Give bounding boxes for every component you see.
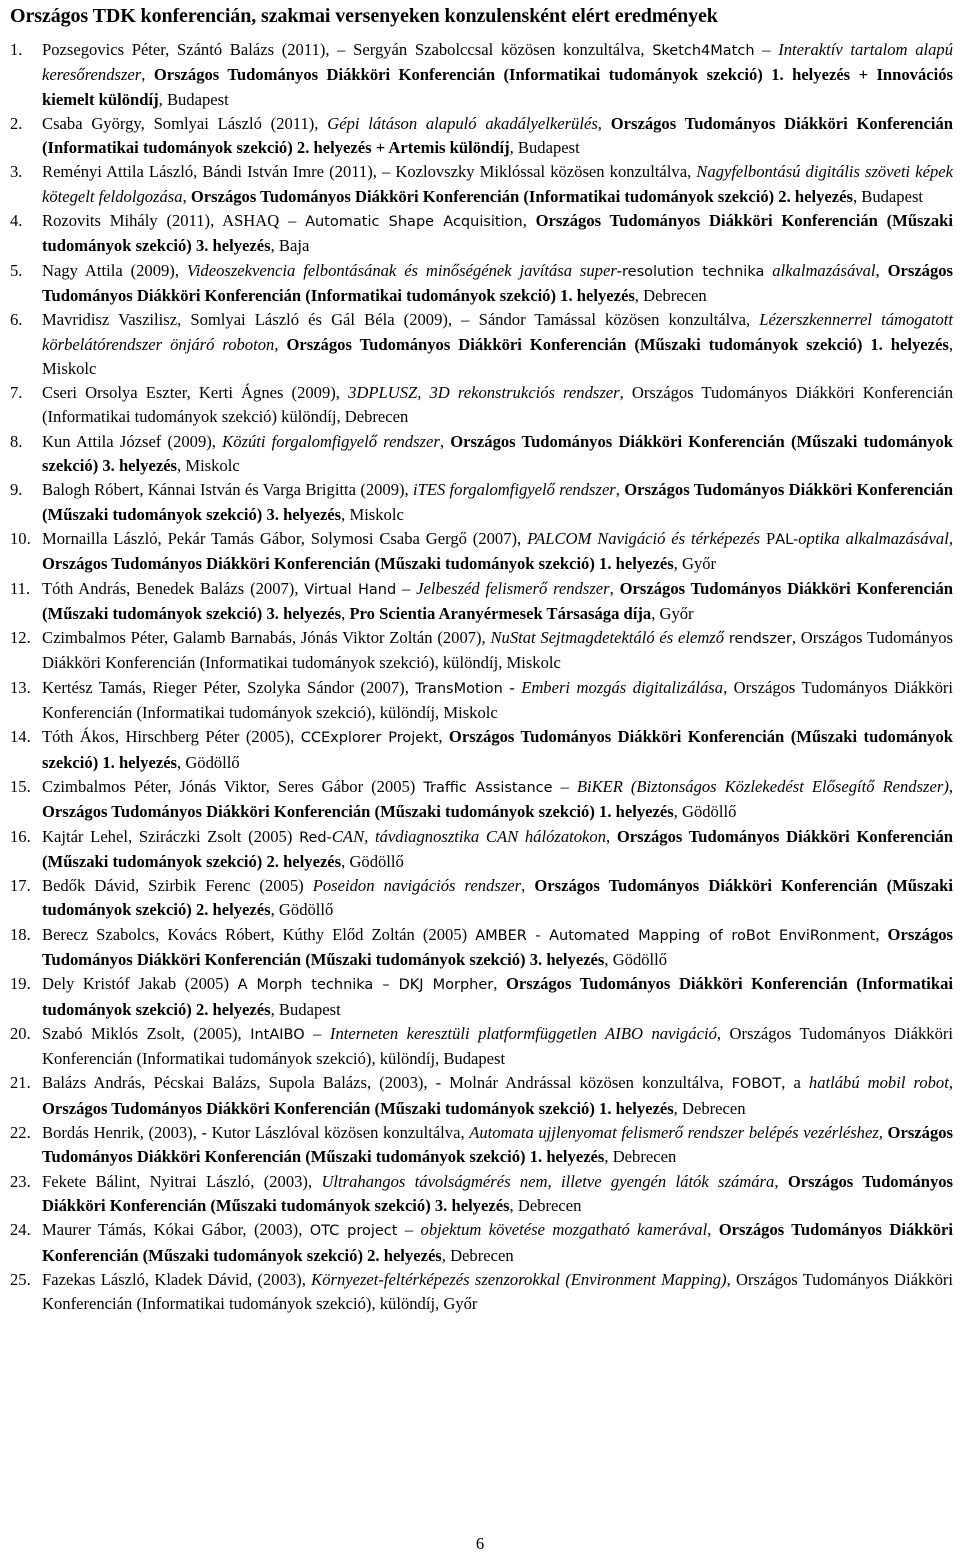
project-title: Közúti forgalomfigyelő rendszer: [222, 431, 440, 451]
entry-text: ,: [774, 1171, 788, 1191]
entry-text: ,: [521, 876, 535, 896]
entry-text: ,: [948, 776, 953, 796]
project-title: objektum követése mozgatható kamerával: [420, 1220, 708, 1240]
project-title: Videoszekvencia felbontásának és minőségének javítása super-: [186, 260, 622, 280]
entry-text: Kertész Tamás, Rieger Péter, Szolyka Sándor (2007),: [42, 677, 416, 697]
entry-text: , Miskolc: [341, 504, 404, 524]
entry-text: ,: [878, 1123, 888, 1143]
entry-text: –: [304, 1023, 330, 1043]
project-name: TransMotion: [415, 680, 503, 697]
project-title: iTES forgalomfigyelő rendszer: [413, 480, 616, 500]
project-name: Red-: [299, 829, 332, 846]
list-item-number: 19.: [10, 974, 31, 994]
list-item-number: 12.: [10, 628, 31, 648]
project-name: AMBER - Automated Mapping of roBot EnviRonment: [475, 927, 876, 944]
project-title: hatlábú mobil robot: [808, 1073, 949, 1093]
project-title: BiKER (Biztonságos Közlekedést Elősegítő Rendszer): [576, 776, 949, 796]
project-name: Sketch4Match: [652, 43, 755, 59]
list-item: [10, 308, 953, 381]
list-item-number: 22.: [10, 1123, 31, 1143]
entry-text: , Baja: [270, 236, 310, 256]
project-title: Emberi mozgás digitalizálása: [521, 677, 724, 697]
list-item-number: 16.: [10, 826, 31, 846]
award-text: Országos Tudományos Diákköri Konferencián (Informatikai tudományok szekció) 2. helyezés: [190, 186, 853, 206]
entry-text: , Országos Tudományos Diákköri Konferencián (Informatikai tudományok szekció), különdíj, Miskolc: [42, 628, 953, 673]
entry-text: , Gödöllő: [673, 802, 737, 822]
entry-text: Szabó Miklós Zsolt, (2005),: [42, 1023, 251, 1043]
entry-text: Tóth Ákos, Hirschberg Péter (2005),: [42, 727, 301, 747]
list-item: [10, 38, 953, 112]
entry-text: Czimbalmos Péter, Galamb Barnabás, Jónás Viktor Zoltán (2007),: [42, 628, 491, 648]
project-title: Lézerszkennerrel támogatott körbelátórendszer önjáró roboton: [42, 310, 953, 354]
list-item: [10, 676, 953, 726]
entry-text: Rozovits Mihály (2011), ASHAQ –: [42, 211, 306, 231]
list-item: [10, 972, 953, 1022]
award-text: Országos Tudományos Diákköri Konferencián (Műszaki tudományok szekció) 3. helyezés: [42, 1171, 953, 1215]
entry-text: , Országos Tudományos Diákköri Konferencián (Informatikai tudományok szekció), különdíj, Budapest: [42, 1023, 954, 1069]
list-item-number: 24.: [10, 1220, 31, 1240]
award-text: Országos Tudományos Diákköri Konferencián (Műszaki tudományok szekció) 3. helyezés: [42, 431, 953, 476]
entry-text: , Országos Tudományos Diákköri Konferencián (Informatikai tudományok szekció), különdíj, Miskolc: [42, 677, 954, 723]
entry-text: , Győr: [651, 603, 694, 623]
award-text: Országos Tudományos Diákköri Konferencián (Műszaki tudományok szekció) 3. helyezés: [42, 578, 954, 623]
entry-text: , Debrecen: [441, 1245, 514, 1265]
entry-text: Bedők Dávid, Szirbik Ferenc (2005): [42, 876, 313, 896]
entry-text: ,: [875, 260, 888, 280]
page-number: 6: [475, 1534, 485, 1553]
award-text: Országos Tudományos Diákköri Konferencián (Műszaki tudományok szekció) 1. helyezés: [42, 554, 674, 574]
list-item: [10, 478, 953, 527]
entry-text: , Gödöllő: [177, 752, 240, 772]
project-name: CCExplorer Projekt: [300, 730, 439, 747]
award-text: Országos Tudományos Diákköri Konferencián (Műszaki tudományok szekció) 1. helyezés: [42, 1123, 953, 1167]
entry-text: , Debrecen: [673, 1098, 746, 1118]
entry-text: Nagy Attila (2009),: [42, 260, 187, 280]
award-text: Országos Tudományos Diákköri Konferencián (Műszaki tudományok szekció) 3. helyezés: [42, 480, 953, 524]
entry-text: Reményi Attila László, Bándi István Imre (2011), – Kozlovszky Miklóssal közösen konzultálva,: [42, 162, 697, 182]
entry-text: ,: [141, 65, 154, 85]
list-item-number: 9.: [10, 480, 23, 500]
award-text: Országos Tudományos Diákköri Konferencián (Műszaki tudományok szekció) 1. helyezés: [286, 334, 949, 354]
project-title: Nagyfelbontású digitális szöveti képek kötegelt feldolgozása: [42, 162, 954, 206]
entry-text: ,: [615, 480, 625, 500]
project-name: AL-: [775, 531, 799, 548]
entry-text: ,: [274, 334, 287, 354]
list-item-number: 15.: [10, 776, 31, 796]
list-item-number: 21.: [10, 1073, 31, 1093]
entry-text: , Budapest: [509, 138, 580, 158]
entry-text: ,: [609, 578, 620, 598]
entry-text: Pozsegovics Péter, Szántó Balázs (2011), – Sergyán Szabolccsal közösen konzultálva,: [42, 40, 653, 59]
project-title: CAN, távdiagnosztika CAN hálózatokon: [331, 826, 607, 846]
entry-text: , Debrecen: [604, 1147, 677, 1167]
project-title: PALCOM Navigáció és térképezés: [527, 528, 761, 548]
project-name: rendszer: [728, 631, 792, 648]
entry-text: ,: [597, 113, 611, 133]
entry-text: -: [502, 677, 522, 697]
entry-text: ,: [522, 211, 536, 231]
list-item-number: 25.: [10, 1269, 31, 1289]
entry-text: ,: [438, 727, 449, 747]
list-item: [10, 259, 953, 309]
list-item: [10, 1121, 953, 1170]
project-name: Traffic Assistance: [423, 779, 553, 796]
award-text: Országos Tudományos Diákköri Konferencián (Műszaki tudományok szekció) 2. helyezés: [42, 1220, 954, 1265]
project-title: Interaktív tartalom alapú keresőrendszer: [42, 40, 954, 85]
entry-text: Csaba György, Somlyai László (2011),: [42, 113, 328, 133]
list-item-number: 6.: [10, 310, 23, 330]
entry-text: –: [552, 776, 577, 796]
list-item-number: 17.: [10, 876, 31, 896]
entry-text: ,: [439, 431, 451, 451]
project-title: 3DPLUSZ, 3D rekonstrukciós rendszer: [348, 383, 620, 403]
award-text: Országos Tudományos Diákköri Konferencián (Műszaki tudományok szekció) 1. helyezés: [42, 727, 953, 772]
entry-text: Fekete Bálint, Nyitrai László, (2003),: [42, 1171, 322, 1191]
list-item: [10, 1170, 953, 1219]
entry-text: , Budapest: [270, 999, 341, 1019]
entry-text: Kun Attila József (2009),: [42, 431, 223, 451]
list-item-number: 5.: [10, 260, 23, 280]
entry-text: ,: [182, 186, 191, 206]
project-title: Környezet-feltérképezés szenzorokkal (Environment Mapping): [311, 1269, 727, 1289]
entry-text: , Országos Tudományos Diákköri Konferencián (Informatikai tudományok szekció) különdíj, Debrecen: [42, 383, 953, 427]
list-item: [10, 209, 953, 259]
project-name: Virtual Hand: [304, 581, 397, 598]
entry-text: , Budapest: [852, 186, 924, 206]
list-item: [10, 725, 953, 775]
award-text: Pro Scientia Aranyérmesek Társasága díja: [349, 603, 652, 623]
entry-text: ,: [606, 826, 617, 846]
project-name: A Morph technika – DKJ Morpher: [237, 977, 494, 994]
project-name: FOBOT: [731, 1076, 782, 1093]
list-item: [10, 430, 953, 479]
entry-text: Kajtár Lehel, Sziráczki Zsolt (2005): [42, 826, 300, 846]
entry-text: , Gödöllő: [604, 949, 668, 969]
list-item: [10, 1071, 953, 1121]
entry-text: , Debrecen: [509, 1195, 582, 1215]
list-item: [10, 775, 953, 825]
list-item-number: 2.: [10, 113, 23, 133]
list-item-number: 14.: [10, 727, 31, 747]
project-title: Poseidon navigációs rendszer: [312, 876, 522, 896]
list-item: [10, 1022, 953, 1072]
list-item-number: 4.: [10, 211, 23, 231]
project-title: Automata ujjlenyomat felismerő rendszer belépés vezérléshez: [469, 1123, 879, 1143]
list-item: [10, 626, 953, 676]
entry-text: , Gödöllő: [341, 851, 404, 871]
entry-text: , Miskolc: [177, 456, 240, 476]
project-name: resolution technika: [622, 263, 765, 280]
list-item-number: 18.: [10, 924, 31, 944]
entry-text: Fazekas László, Kladek Dávid, (2003),: [42, 1269, 312, 1289]
award-text: Országos Tudományos Diákköri Konferencián (Informatikai tudományok szekció) 1. helyezés: [42, 260, 954, 305]
entry-text: , Gödöllő: [270, 900, 334, 920]
entry-text: ,: [493, 974, 506, 994]
entry-text: Balázs András, Pécskai Balázs, Supola Balázs, (2003), - Molnár Andrással közösen konzultálva,: [42, 1073, 732, 1093]
entry-text: ,: [707, 1220, 719, 1240]
entry-text: ,: [948, 1073, 953, 1093]
award-text: Országos Tudományos Diákköri Konferencián (Informatikai tudományok szekció) 2. helyezés: [42, 974, 953, 1019]
list-item-number: 8.: [10, 431, 23, 451]
project-title: Ultrahangos távolságmérés nem, illetve gyengén látók számára: [321, 1171, 775, 1191]
project-title: Jelbeszéd felismerő rendszer: [416, 578, 610, 598]
project-title: NuStat Sejtmagdetektáló és elemző: [490, 628, 725, 648]
entry-text: Maurer Támás, Kókai Gábor, (2003),: [42, 1220, 310, 1240]
list-item-number: 13.: [10, 677, 31, 697]
list-item: [10, 112, 953, 161]
entry-text: Berecz Szabolcs, Kovács Róbert, Kúthy Előd Zoltán (2005): [42, 924, 476, 944]
list-item: [10, 1218, 953, 1268]
award-text: Országos Tudományos Diákköri Konferencián (Műszaki tudományok szekció) 3. helyezés: [42, 924, 953, 969]
entry-text: , Győr: [673, 554, 717, 574]
results-list: [10, 38, 953, 1316]
entry-text: –: [396, 578, 417, 598]
project-title: Gépi látáson alapuló akadályelkerülés: [327, 113, 598, 133]
entry-text: Mornailla László, Pekár Tamás Gábor, Solymosi Csaba Gergő (2007),: [42, 528, 528, 548]
list-item-number: 20.: [10, 1023, 31, 1043]
entry-text: , Debrecen: [634, 285, 707, 305]
list-item: [10, 874, 953, 923]
award-text: Országos Tudományos Diákköri Konferencián (Műszaki tudományok szekció) 1. helyezés: [42, 1098, 674, 1118]
list-item: [10, 577, 953, 627]
entry-text: –: [397, 1220, 421, 1240]
list-item: [10, 160, 953, 209]
entry-text: ,: [341, 603, 350, 623]
award-text: Országos Tudományos Diákköri Konferencián (Műszaki tudományok szekció) 3. helyezés: [42, 211, 954, 256]
entry-text: Cseri Orsolya Eszter, Kerti Ágnes (2009),: [42, 383, 349, 403]
award-text: Országos Tudományos Diákköri Konferencián (Műszaki tudományok szekció) 1. helyezés: [42, 802, 674, 822]
entry-text: ,: [948, 528, 953, 548]
entry-text: , a: [781, 1073, 809, 1093]
entry-text: Bordás Henrik, (2003), - Kutor Lászlóval közösen konzultálva,: [42, 1123, 470, 1143]
list-item: [10, 381, 953, 430]
project-title: optika alkalmazásával: [798, 528, 949, 548]
entry-text: , Országos Tudományos Diákköri Konferencián (Informatikai tudományok szekció), különdíj, Győr: [42, 1269, 953, 1314]
entry-text: ,: [875, 924, 888, 944]
entry-text: Czimbalmos Péter, Jónás Viktor, Seres Gábor (2005): [42, 776, 424, 796]
entry-text: –: [754, 40, 779, 59]
entry-text: , Budapest: [158, 89, 229, 109]
list-item-number: 7.: [10, 383, 23, 403]
list-item: [10, 825, 953, 875]
list-item-number: 1.: [10, 40, 23, 59]
list-item-number: 11.: [10, 578, 31, 598]
entry-text: Balogh Róbert, Kánnai István és Varga Brigitta (2009),: [42, 480, 413, 500]
award-text: Országos Tudományos Diákköri Konferencián (Műszaki tudományok szekció) 2. helyezés: [42, 826, 953, 871]
project-title: alkalmazásával: [772, 260, 876, 280]
award-text: Országos Tudományos Diákköri Konferencián (Informatikai tudományok szekció) 2. helyezés + Artemis különdíj: [42, 113, 954, 158]
entry-text: Dely Kristóf Jakab (2005): [42, 974, 238, 994]
list-item-number: 3.: [10, 162, 23, 182]
entry-text: Mavridisz Vaszilisz, Somlyai László és Gál Béla (2009), – Sándor Tamással közösen konzultálva,: [42, 310, 760, 330]
list-item: [10, 1268, 953, 1317]
list-item-number: 10.: [10, 528, 31, 548]
entry-text: Tóth András, Benedek Balázs (2007),: [42, 578, 305, 598]
project-name: IntAIBO: [250, 1026, 305, 1043]
project-name: Automatic Shape Acquisition: [305, 214, 523, 231]
award-text: Országos Tudományos Diákköri Konferencián (Informatikai tudományok szekció) 1. helyezés + Innovációs kiemelt különdíj: [42, 65, 953, 109]
entry-text: P: [760, 528, 776, 548]
page-title: Országos TDK konferencián, szakmai versenyeken konzulensként elért eredmények: [10, 5, 718, 27]
award-text: Országos Tudományos Diákköri Konferencián (Műszaki tudományok szekció) 2. helyezés: [42, 876, 953, 920]
project-title: Interneten keresztüli platformfüggetlen AIBO navigáció: [329, 1023, 717, 1043]
entry-text: , Miskolc: [42, 334, 954, 378]
list-item: [10, 923, 953, 973]
list-item-number: 23.: [10, 1171, 31, 1191]
project-name: OTC project: [309, 1223, 398, 1240]
list-item: [10, 527, 953, 577]
